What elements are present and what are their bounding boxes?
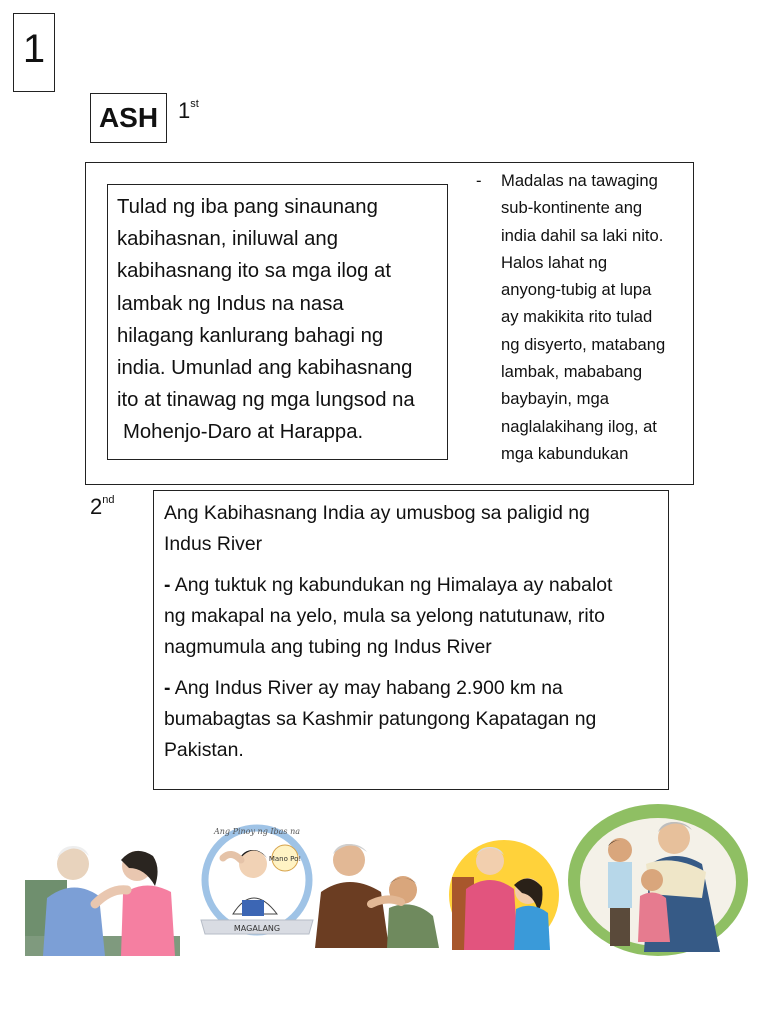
elder-blessing-illustration-2 bbox=[315, 838, 445, 948]
text-line: lambak ng Indus na nasa bbox=[117, 292, 344, 315]
side-line: lambak, mababang bbox=[501, 362, 643, 382]
badge-ribbon-text: MAGALANG bbox=[233, 924, 281, 933]
ordinal-first: 1st bbox=[178, 98, 199, 123]
badge-arc-text: Ang Pinoy ng Ibas na bbox=[213, 827, 301, 836]
page-number-box bbox=[13, 13, 55, 92]
elder-blessing-illustration-4 bbox=[566, 802, 748, 957]
side-line: naglalakihang ilog, at bbox=[501, 416, 657, 436]
text-line: hilagang kanlurang bahagi ng bbox=[117, 324, 384, 347]
tag-box bbox=[90, 93, 167, 143]
side-line: india dahil sa laki nito. bbox=[501, 225, 664, 245]
bullet-dash: - bbox=[164, 574, 171, 596]
section-one-main-text bbox=[107, 184, 448, 460]
text-line: Tulad ng iba pang sinaunang bbox=[117, 196, 378, 218]
text-line: kabihasnan, iniluwal ang bbox=[117, 228, 338, 251]
text-line: ito at tinawag ng mga lungsod na bbox=[117, 389, 415, 412]
bullet-dash: - bbox=[476, 171, 482, 190]
page-number: 1 bbox=[22, 27, 46, 71]
text-line: kabihasnang ito sa mga ilog at bbox=[117, 260, 391, 283]
side-line: baybayin, mga bbox=[501, 389, 609, 409]
paragraph: - Ang Indus River ay may habang 2.900 km na bumabagtas sa Kashmir patungong Kapatagan ng Pakistan. bbox=[164, 677, 597, 761]
side-line: anyong-tubig at lupa bbox=[501, 280, 652, 300]
side-line: Madalas na tawaging bbox=[501, 171, 658, 190]
side-line: ng disyerto, matabang bbox=[501, 334, 666, 354]
badge-bubble-text: Mano Po! bbox=[268, 855, 302, 863]
magalang-badge-illustration bbox=[197, 822, 317, 942]
paragraph: - Ang tuktuk ng kabundukan ng Himalaya ay nabalot ng makapal na yelo, mula sa yelong natutunaw, rito nagmumula ang tubing ng Indus River bbox=[164, 574, 613, 658]
elder-blessing-illustration-1 bbox=[25, 838, 180, 956]
section-one-side-note bbox=[476, 167, 696, 467]
side-line: sub-kontinente ang bbox=[501, 198, 643, 218]
paragraph: Ang Kabihasnang India ay umusbog sa paligid ng Indus River bbox=[164, 502, 590, 555]
side-line: ay makikita rito tulad bbox=[501, 307, 653, 327]
section-two-text bbox=[153, 490, 669, 790]
text-line: Mohenjo-Daro at Harappa. bbox=[123, 421, 364, 444]
text-line: india. Umunlad ang kabihasnang bbox=[117, 357, 413, 380]
tag-label: ASH bbox=[98, 102, 159, 133]
ordinal-second: 2nd bbox=[90, 494, 115, 519]
bullet-dash: - bbox=[164, 677, 171, 699]
elder-blessing-illustration-3 bbox=[444, 833, 561, 950]
side-line: mga kabundukan bbox=[501, 443, 629, 463]
side-line: Halos lahat ng bbox=[501, 252, 608, 272]
